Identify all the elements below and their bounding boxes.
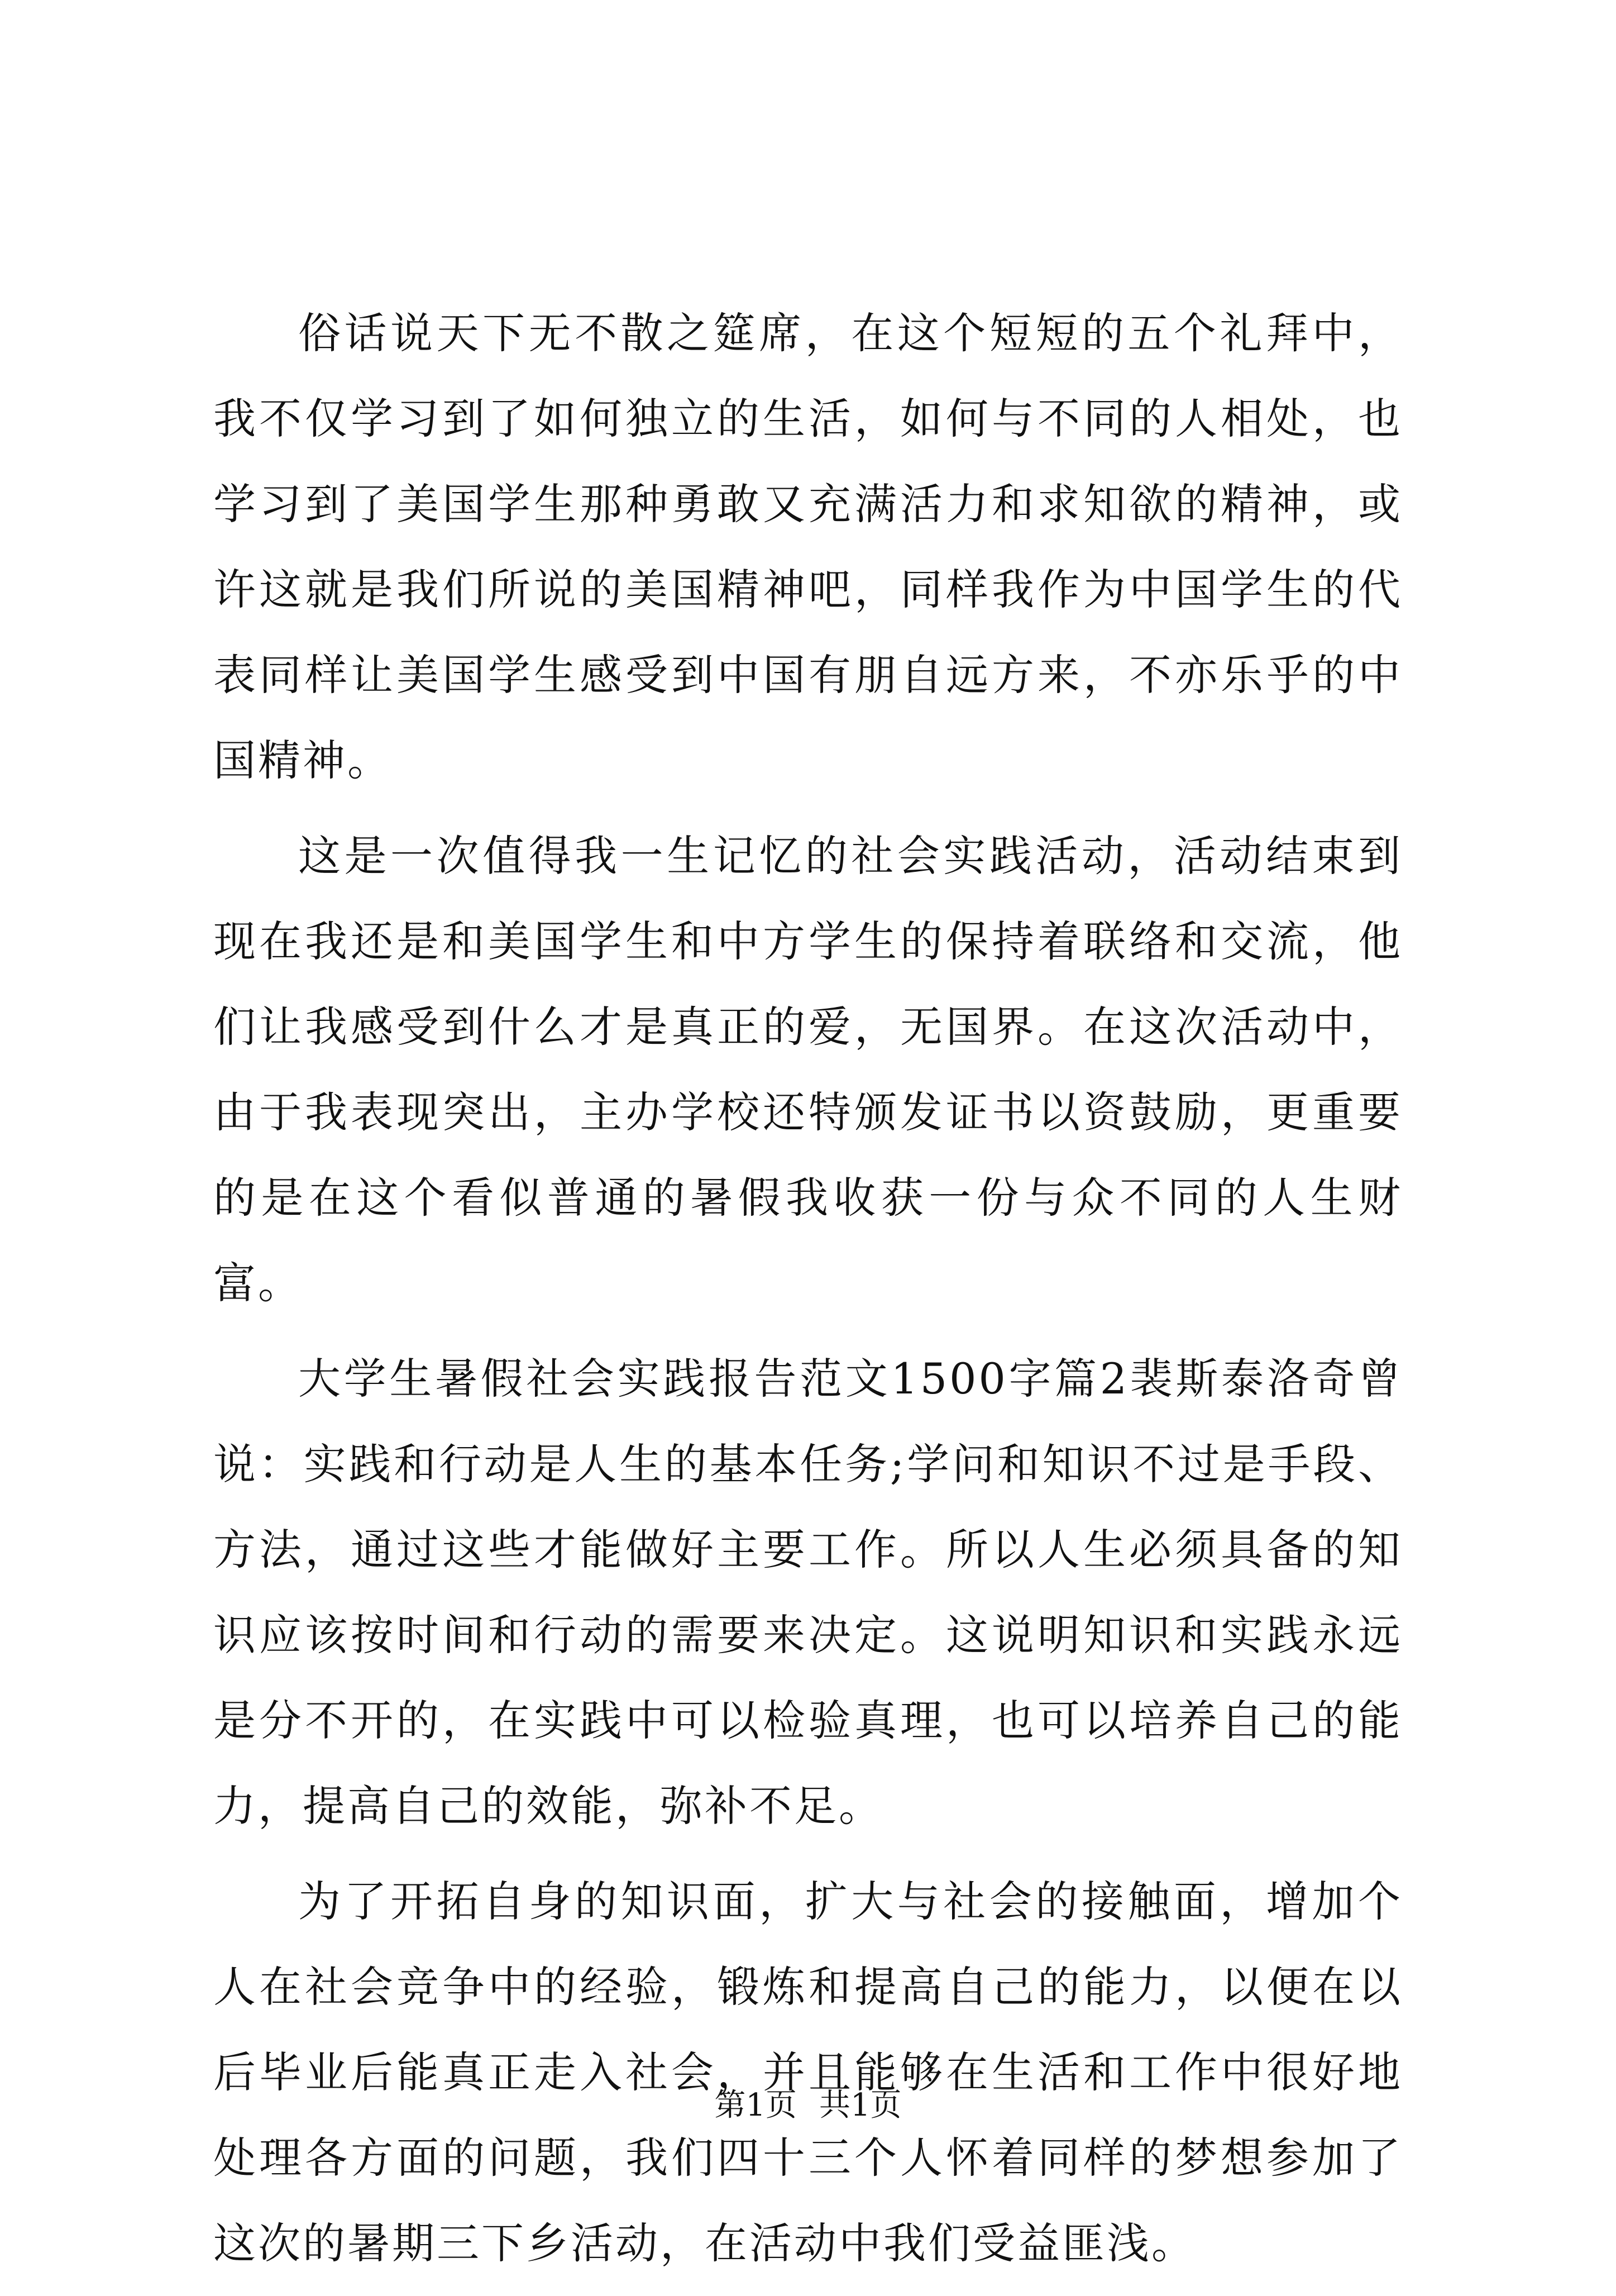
document-body xyxy=(213,290,1403,2296)
paragraph-4: 为了开拓自身的知识面，扩大与社会的接触面，增加个人在社会竞争中的经验，锻炼和提高自己的能力，以便在以后毕业后能真正走入社会，并且能够在生活和工作中很好地处理各方面的问题，我们四十三个人怀着同样的梦想参加了这次的暑期三下乡活动，在活动中我们受益匪浅。 xyxy=(213,1877,1403,2268)
page-footer xyxy=(0,2086,1616,2125)
paragraph-3: 大学生暑假社会实践报告范文1500字篇2裴斯泰洛奇曾说：实践和行动是人生的基本任务;学问和知识不过是手段、方法，通过这些才能做好主要工作。所以人生必须具备的知识应该按时间和行动的需要来决定。这说明知识和实践永远是分不开的，在实践中可以检验真理，也可以培养自己的能力，提高自己的效能，弥补不足。 xyxy=(213,1354,1403,1831)
paragraph-1: 俗话说天下无不散之筵席，在这个短短的五个礼拜中，我不仅学习到了如何独立的生活，如何与不同的人相处，也学习到了美国学生那种勇敢又充满活力和求知欲的精神，或许这就是我们所说的美国精神吧，同样我作为中国学生的代表同样让美国学生感受到中国有朋自远方来，不亦乐乎的中国精神。 xyxy=(213,308,1403,785)
page-total: 共1页 xyxy=(819,2087,902,2123)
paragraph-2: 这是一次值得我一生记忆的社会实践活动，活动结束到现在我还是和美国学生和中方学生的保持着联络和交流，他们让我感受到什么才是真正的爱，无国界。在这次活动中，由于我表现突出，主办学校还特颁发证书以资鼓励，更重要的是在这个看似普通的暑假我收获一份与众不同的人生财富。 xyxy=(213,831,1403,1308)
page-number: 第1页 xyxy=(714,2087,797,2123)
